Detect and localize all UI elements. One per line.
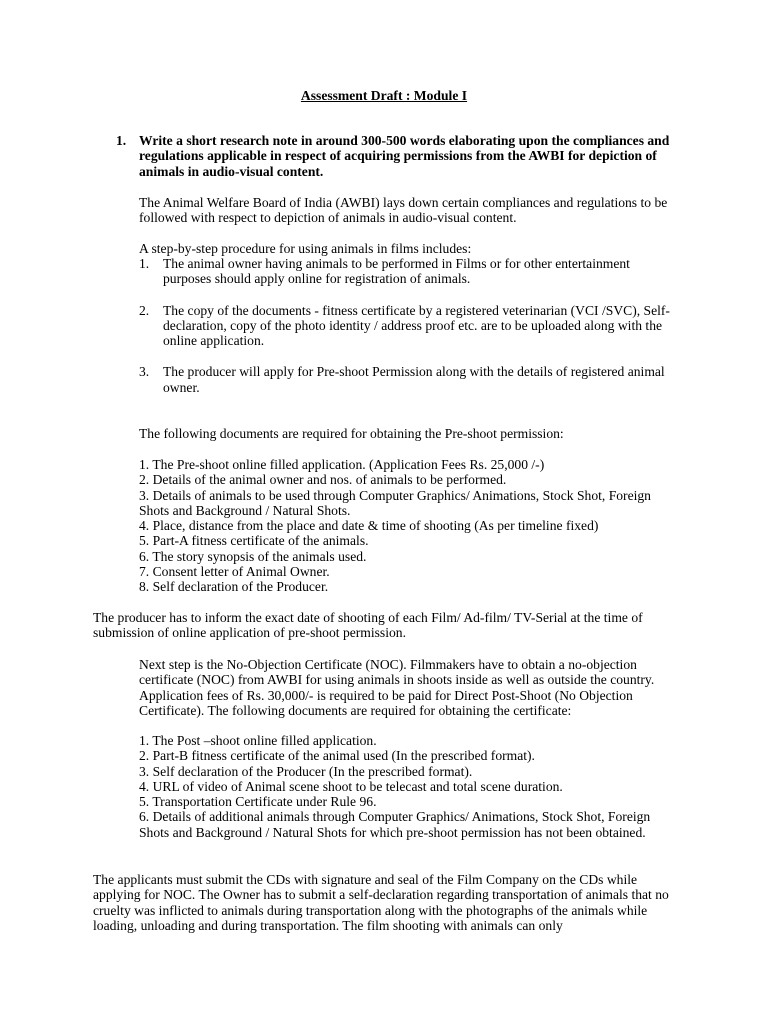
step-number: 1.	[139, 256, 150, 271]
list-item: 2. Part-B fitness certificate of the animal used (In the prescribed format).	[139, 748, 535, 764]
list-item: 7. Consent letter of Animal Owner.	[139, 564, 330, 580]
noc-documents-list	[139, 733, 679, 840]
list-item: 6. The story synopsis of the animals used.	[139, 548, 367, 564]
intro-paragraph: The Animal Welfare Board of India (AWBI) lays down certain compliances and regulations to be followed with respect to depiction of animals in audio-visual content.	[139, 195, 668, 226]
list-item: 1. The Pre-shoot online filled application. (Application Fees Rs. 25,000 /-)	[139, 457, 545, 472]
step-text: The producer will apply for Pre-shoot Permission along with the details of registered animal owner.	[163, 364, 665, 395]
list-item: 4. URL of video of Animal scene shoot to be telecast and total scene duration.	[139, 778, 563, 794]
preshoot-documents-list	[139, 457, 679, 595]
list-item: 3. Details of animals to be used through Computer Graphics/ Animations, Stock Shot, Foreign Shots and Background / Natural Shots.	[139, 487, 651, 518]
step-text: The animal owner having animals to be performed in Films or for other entertainment purposes should apply online for registration of animals.	[163, 256, 630, 287]
procedure-step	[139, 364, 679, 395]
page-title: Assessment Draft : Module I	[300, 88, 468, 103]
question-1	[116, 133, 676, 179]
list-item: 8. Self declaration of the Producer.	[139, 579, 329, 595]
list-item: 5. Transportation Certificate under Rule 96.	[139, 794, 377, 810]
list-item: 4. Place, distance from the place and date & time of shooting (As per timeline fixed)	[139, 518, 599, 534]
preshoot-heading: The following documents are required for obtaining the Pre-shoot permission:	[139, 426, 564, 441]
list-item: 3. Self declaration of the Producer (In the prescribed format).	[139, 763, 473, 779]
noc-paragraph: Next step is the No-Objection Certificate (NOC). Filmmakers have to obtain a no-objection certificate (NOC) from AWBI for using animals in shoots inside as well as outside the country. Application fees of Rs. 30,000/- is required to be paid for Direct Post-Shoot (No Objection Certificate). The following documents are required for obtaining the certificate:	[139, 657, 655, 718]
step-number: 2.	[139, 302, 150, 318]
procedure-step	[139, 303, 679, 349]
list-item: 1. The Post –shoot online filled application.	[139, 733, 377, 748]
list-item: 5. Part-A fitness certificate of the animals.	[139, 533, 369, 549]
list-item: 2. Details of the animal owner and nos. of animals to be performed.	[139, 472, 507, 488]
inform-paragraph: The producer has to inform the exact date of shooting of each Film/ Ad-film/ TV-Serial at the time of submission of online application of pre-shoot permission.	[93, 610, 643, 641]
question-number: 1.	[116, 133, 127, 148]
procedure-steps	[139, 256, 679, 395]
list-item: 6. Details of additional animals through Computer Graphics/ Animations, Stock Shot, Foreign Shots and Background / Natural Shots for which pre-shoot permission has not been obtained.	[139, 809, 651, 840]
procedure-step	[139, 256, 679, 287]
step-text: The copy of the documents - fitness certificate by a registered veterinarian (VCI /SVC), Self-declaration, copy of the photo identity / address proof etc. are to be uploaded along with the online application.	[163, 302, 670, 349]
step-number: 3.	[139, 364, 150, 380]
question-text: Write a short research note in around 300-500 words elaborating upon the compliances and regulations applicable in respect of acquiring permissions from the AWBI for depiction of animals in audio-visual content.	[139, 133, 670, 179]
procedure-heading: A step-by-step procedure for using animals in films includes:	[139, 241, 472, 256]
closing-paragraph: The applicants must submit the CDs with signature and seal of the Film Company on the CDs while applying for NOC. The Owner has to submit a self-declaration regarding transportation of animals that no cruelty was inflicted to animals during transportation along with the photographs of the animals while loading, unloading and during transportation. The film shooting with animals can only	[93, 872, 669, 933]
